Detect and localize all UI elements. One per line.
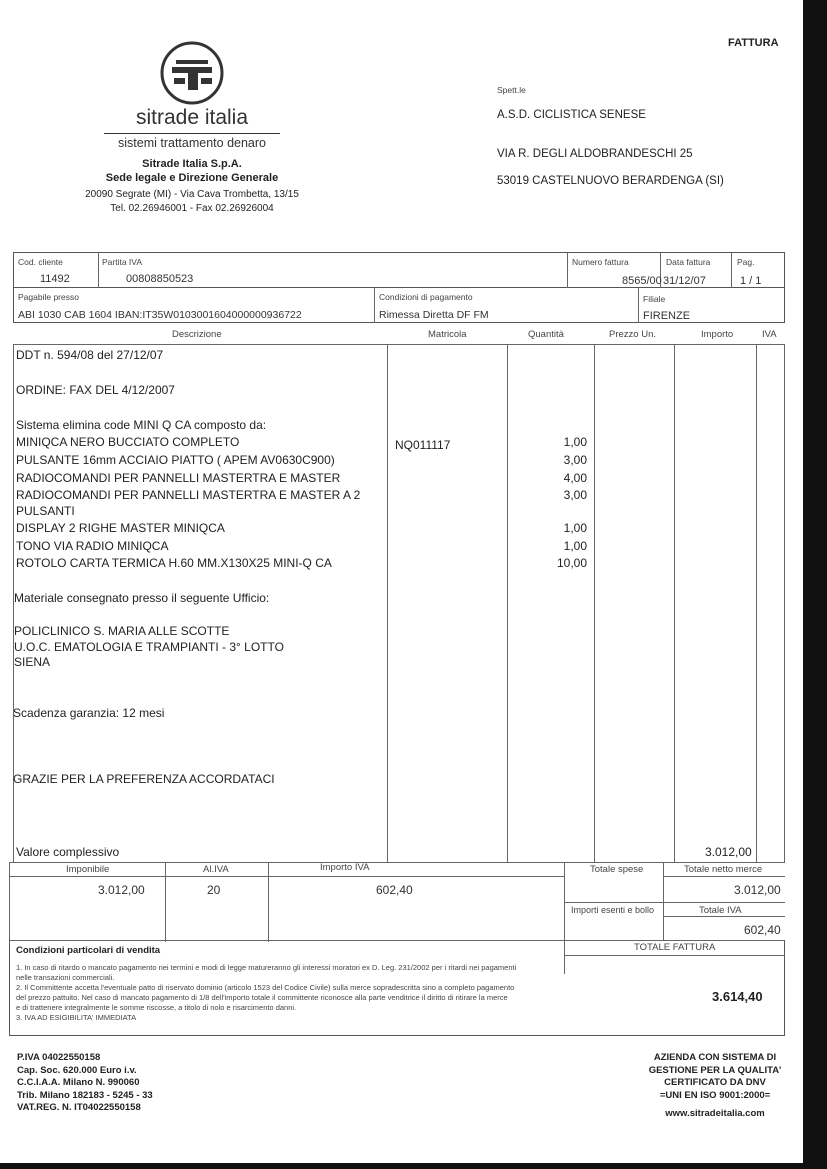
item-line: PULSANTE 16mm ACCIAIO PIATTO ( APEM AV0630C900)	[16, 453, 335, 467]
divider	[784, 344, 785, 862]
materiale-line: Materiale consegnato presso il seguente Ufficio:	[14, 591, 270, 605]
col-prezzo: Prezzo Un.	[609, 329, 656, 340]
pagabile-value: ABI 1030 CAB 1604 IBAN:IT35W0103001604000000936722	[18, 309, 302, 321]
totale-spese-label: Totale spese	[590, 864, 644, 875]
logo-text: sitrade italia	[135, 106, 249, 129]
footer-line: Cap. Soc. 620.000 Euro i.v.	[17, 1064, 137, 1076]
item-line: MINIQCA NERO BUCCIATO COMPLETO	[16, 435, 240, 449]
col-descrizione: Descrizione	[172, 329, 222, 340]
footer-line: =UNI EN ISO 9001:2000=	[659, 1089, 771, 1101]
col-quantita: Quantità	[528, 329, 564, 340]
divider	[9, 862, 785, 863]
recipient-salutation: Spett.le	[497, 85, 526, 95]
pagabile-label: Pagabile presso	[18, 292, 79, 302]
filiale-value: FIRENZE	[643, 310, 691, 322]
footer-line: CERTIFICATO DA DNV	[664, 1077, 766, 1088]
company-address: 20090 Segrate (MI) - Via Cava Trombetta, 13/15	[85, 189, 299, 200]
col-importo: Importo	[701, 329, 734, 340]
divider	[268, 862, 269, 942]
footer-line: P.IVA 04022550158	[17, 1052, 101, 1063]
divider	[507, 344, 508, 862]
col-iva: IVA	[762, 329, 777, 340]
footer-line: VAT.REG. N. IT04022550158	[17, 1102, 141, 1113]
divider	[756, 344, 757, 862]
divider	[9, 876, 564, 877]
recipient-city: 53019 CASTELNUOVO BERARDENGA (SI)	[497, 175, 724, 187]
scan-edge-right	[803, 0, 827, 1169]
recipient-street: VIA R. DEGLI ALDOBRANDESCHI 25	[497, 148, 693, 160]
quantity-value: 4,00	[563, 471, 587, 485]
conditions-text	[16, 963, 561, 1023]
footer-line: Trib. Milano 182183 - 5245 - 33	[17, 1089, 153, 1101]
divider	[674, 344, 675, 862]
pag-label: Pag.	[737, 257, 755, 267]
valore-label: Valore complessivo	[16, 845, 120, 859]
numero-fattura-value: 8565/00	[622, 275, 662, 287]
col-matricola: Matricola	[428, 329, 467, 340]
item-line: ROTOLO CARTA TERMICA H.60 MM.X130X25 MINI-Q CA	[16, 556, 332, 570]
divider	[564, 902, 785, 903]
divider	[663, 916, 785, 917]
divider	[731, 252, 732, 288]
matricola-value: NQ011117	[395, 438, 451, 452]
filiale-label: Filiale	[643, 294, 666, 304]
sistema-line: Sistema elimina code MINI Q CA composto da:	[16, 418, 267, 432]
office-line: U.O.C. EMATOLOGIA E TRAMPIANTI - 3° LOTTO	[14, 640, 284, 654]
divider	[387, 344, 388, 862]
importo-iva-label: Importo IVA	[320, 862, 370, 873]
item-line: DISPLAY 2 RIGHE MASTER MINIQCA	[16, 521, 225, 535]
imponibile-label: Imponibile	[66, 864, 110, 875]
quantity-value: 3,00	[563, 488, 587, 502]
partita-iva-value: 00808850523	[126, 273, 194, 285]
numero-fattura-label: Numero fattura	[572, 257, 629, 267]
condizioni-label: Condizioni di pagamento	[379, 292, 473, 302]
totale-netto-value: 3.012,00	[734, 883, 781, 897]
aliva-label: Al.IVA	[203, 864, 229, 875]
divider	[13, 344, 785, 345]
conditions-line: nelle transazioni commerciali.	[16, 973, 115, 982]
cod-cliente-value: 11492	[40, 273, 70, 285]
divider	[165, 862, 166, 942]
footer-line: C.C.I.A.A. Milano N. 990060	[17, 1077, 140, 1088]
office-line: SIENA	[14, 655, 51, 669]
grazie-line: GRAZIE PER LA PREFERENZA ACCORDATACI	[13, 772, 275, 786]
partita-iva-label: Partita IVA	[102, 257, 142, 267]
item-line: TONO VIA RADIO MINIQCA	[16, 539, 169, 553]
company-phone: Tel. 02.26946001 - Fax 02.26926004	[110, 203, 274, 214]
divider	[663, 876, 785, 877]
divider	[374, 288, 375, 323]
recipient-name: A.S.D. CICLISTICA SENESE	[497, 109, 646, 121]
divider	[9, 862, 10, 942]
quantity-value: 10,00	[556, 556, 587, 570]
totale-netto-label: Totale netto merce	[684, 864, 763, 875]
conditions-line: 3. IVA AD ESIGIBILITA' IMMEDIATA	[16, 1013, 137, 1022]
data-fattura-value: 31/12/07	[663, 275, 706, 287]
conditions-line: del prezzo pattuito. Nel caso di mancato pagamento di 1/8 dell'importo totale il committente riconosce alla parte venditrice il diritto di ritirare la merce	[16, 993, 508, 1002]
garanzia-line: Scadenza garanzia: 12 mesi	[13, 706, 165, 720]
website-link: www.sitradeitalia.com	[665, 1108, 765, 1119]
company-name: Sitrade Italia S.p.A.	[142, 158, 242, 170]
divider	[638, 288, 639, 323]
valore-value: 3.012,00	[705, 845, 752, 859]
footer-quality-info	[615, 1052, 815, 1121]
totale-fattura-label: TOTALE FATTURA	[634, 942, 716, 953]
condizioni-value: Rimessa Diretta DF FM	[379, 309, 489, 321]
cod-cliente-label: Cod. cliente	[18, 257, 63, 267]
ddt-line: DDT n. 594/08 del 27/12/07	[16, 348, 164, 362]
footer-line: AZIENDA CON SISTEMA DI	[653, 1052, 777, 1063]
company-seat: Sede legale e Direzione Generale	[105, 172, 279, 184]
totale-fattura-value: 3.614,40	[712, 989, 763, 1004]
divider	[567, 252, 568, 288]
scan-edge-bottom	[0, 1163, 827, 1169]
divider	[98, 252, 99, 288]
conditions-line: 1. In caso di ritardo o mancato pagamento nei termini e modi di legge matureranno gli interessi moratori ex D. Leg. 231/2002 per i ritardi nei pagamenti	[16, 963, 517, 972]
item-line: RADIOCOMANDI PER PANNELLI MASTERTRA E MASTER	[16, 471, 341, 485]
pag-value: 1 / 1	[740, 275, 762, 287]
data-fattura-label: Data fattura	[666, 257, 711, 267]
quantity-value: 1,00	[563, 521, 587, 535]
conditions-line: 2. Il Committente accetta l'eventuale patto di riservato dominio (articolo 1523 del Codice Civile) sulla merce sopradescritta sino a completo pagamento	[16, 983, 515, 992]
item-line: PULSANTI	[16, 504, 75, 518]
divider	[663, 862, 664, 940]
aliva-value: 20	[207, 883, 221, 897]
conditions-title: Condizioni particolari di vendita	[16, 945, 161, 956]
importi-esenti-label: Importi esenti e bollo	[571, 905, 655, 915]
logo-underline	[104, 133, 280, 134]
quantity-value: 1,00	[563, 435, 587, 449]
ordine-line: ORDINE: FAX DEL 4/12/2007	[16, 383, 175, 397]
totale-iva-label: Totale IVA	[699, 905, 742, 916]
conditions-line: e di trattenere integralmente le somme riscosse, a titolo di nolo e risarcimento danni.	[16, 1003, 297, 1012]
sitrade-logo-icon	[158, 40, 226, 106]
quantity-value: 1,00	[563, 539, 587, 553]
office-line: POLICLINICO S. MARIA ALLE SCOTTE	[14, 624, 230, 638]
company-tagline: sistemi trattamento denaro	[118, 136, 266, 150]
quantity-value: 3,00	[563, 453, 587, 467]
divider	[594, 344, 595, 862]
imponibile-value: 3.012,00	[98, 883, 145, 897]
footer-company-info	[17, 1052, 153, 1115]
importo-iva-value: 602,40	[376, 883, 413, 897]
footer-line: GESTIONE PER LA QUALITA'	[648, 1064, 782, 1076]
divider	[564, 955, 785, 956]
item-line: RADIOCOMANDI PER PANNELLI MASTERTRA E MASTER A 2	[16, 488, 361, 502]
totale-iva-value: 602,40	[744, 923, 781, 937]
document-type: FATTURA	[728, 37, 779, 49]
